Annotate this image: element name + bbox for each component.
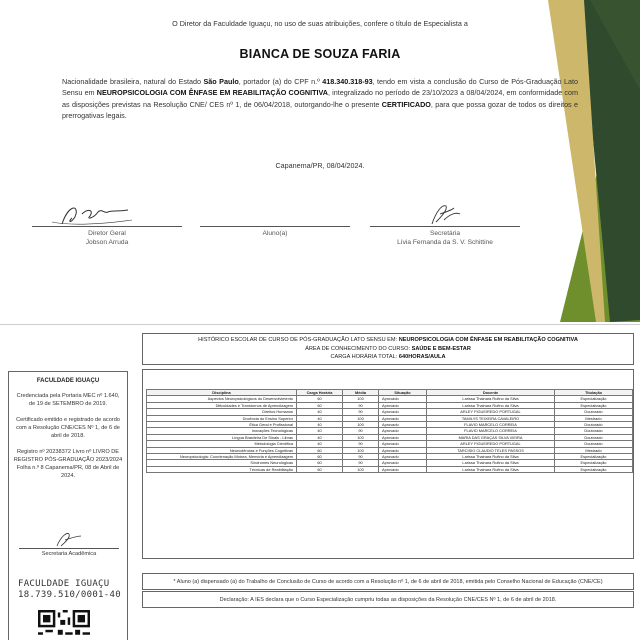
hours-cell: 40 xyxy=(297,422,343,428)
grade-cell: 90 xyxy=(343,428,379,434)
registry-text: Registro nº 20238372 Livro nº LIVRO DE REGISTRO PÓS-GRADUAÇÃO 2023/2024 Folha n.º 8 Capanema/PR, 08 de Abril de 2024. xyxy=(13,449,123,479)
signature-director xyxy=(32,226,182,247)
place-date: Capanema/PR, 08/04/2024. xyxy=(275,161,365,170)
total-hours: 640HORAS/AULA xyxy=(398,354,446,361)
degree-cell: Especialização xyxy=(555,402,633,408)
certificate-word: CERTIFICADO xyxy=(381,99,431,109)
secretary-role: Secretária xyxy=(429,230,461,237)
table-row xyxy=(147,466,633,472)
grade-cell: 90 xyxy=(343,409,379,415)
col-hours: Carga Horária xyxy=(297,390,343,396)
status-cell: Aprovado xyxy=(379,422,427,428)
student-role: Aluno(a) xyxy=(262,230,288,237)
grade-cell: 100 xyxy=(343,447,379,453)
status-cell: Aprovado xyxy=(379,396,427,402)
grade-cell: 90 xyxy=(343,441,379,447)
status-cell: Aprovado xyxy=(379,466,427,472)
academic-signature-image xyxy=(49,530,89,548)
grade-cell: 100 xyxy=(343,434,379,440)
degree-cell: Especialização xyxy=(555,460,633,466)
accreditation-text: Credenciada pela Portaria MEC nº 1.640, de 19 de SETEMBRO de 2019. xyxy=(16,393,120,407)
grade-cell: 100 xyxy=(343,422,379,428)
discipline-cell: Ética Geral e Profissional xyxy=(147,422,297,428)
state-name: São Paulo xyxy=(203,77,239,86)
transcript-header: HISTÓRICO ESCOLAR DE CURSO DE PÓS-GRADUAÇÃO LATO SENSU EM: NEUROPSICOLOGIA COM ÊNFASE EM REABILITAÇÃO COGNITIVA ÁREA DE CONHECIMENTO DO CURSO: SAÚDE E BEM-ESTAR CARGA HORÁRIA TOTAL: 640HORAS/AULA xyxy=(142,333,634,365)
student-name: BIANCA DE SOUZA FARIA xyxy=(239,47,401,61)
teacher-cell: Larissa Thainara Rufino da Silva xyxy=(427,466,555,472)
transcript-table-frame xyxy=(142,369,634,559)
hours-cell: 40 xyxy=(297,434,343,440)
discipline-cell: Síndromes Neurológicas xyxy=(147,460,297,466)
col-discipline: Disciplina xyxy=(147,390,297,396)
teacher-cell: Larissa Thainara Rufino da Silva xyxy=(427,454,555,460)
col-degree: Titulação xyxy=(555,390,633,396)
hours-cell: 40 xyxy=(297,409,343,415)
course-name: NEUROPSICOLOGIA COM ÊNFASE EM REABILITAÇÃO COGNITIVA xyxy=(96,88,328,98)
degree-cell: Doutorado xyxy=(555,441,633,447)
discipline-cell: Docência do Ensino Superior xyxy=(147,415,297,421)
degree-cell: Mestrado xyxy=(555,447,633,453)
cnpj-stamp xyxy=(18,579,128,601)
grade-cell: 90 xyxy=(343,402,379,408)
secretary-name: Lívia Fernanda da S. V. Schittine xyxy=(397,238,493,246)
status-cell: Aprovado xyxy=(379,441,427,447)
status-cell: Aprovado xyxy=(379,447,427,453)
hours-cell: 60 xyxy=(297,466,343,472)
status-cell: Aprovado xyxy=(379,428,427,434)
hours-cell: 40 xyxy=(297,415,343,421)
disciplines-table xyxy=(146,389,633,473)
discipline-cell: Dificuldades e Transtornos de Aprendizagem xyxy=(147,402,297,408)
status-cell: Aprovado xyxy=(379,434,427,440)
degree-cell: Especialização xyxy=(555,396,633,402)
signature-student xyxy=(200,226,350,239)
discipline-cell: Neurociências e Funções Cognitivas xyxy=(147,447,297,453)
discipline-cell: Inovações Tecnológicas xyxy=(147,428,297,434)
teacher-cell: Larissa Thainara Rufino da Silva xyxy=(427,402,555,408)
registration-basis-text: Certificado emitido e registrado de acordo com a Resolução CNE/CES Nº 1, de 6 de abril de 2018. xyxy=(16,417,120,439)
degree-cell: Doutorado xyxy=(555,428,633,434)
hours-cell: 60 xyxy=(297,447,343,453)
institution-title: FACULDADE IGUAÇU xyxy=(36,378,100,384)
teacher-cell: TARCISIO CLAUDIO TELES PASSOS xyxy=(427,447,555,453)
hours-cell: 60 xyxy=(297,460,343,466)
col-teacher: Docente xyxy=(427,390,555,396)
cpf-number: 418.340.318-93 xyxy=(322,77,373,86)
teacher-cell: Larissa Thainara Rufino da Silva xyxy=(427,396,555,402)
qr-code-icon xyxy=(38,610,90,640)
stamp-cnpj: 18.739.510/0001-40 xyxy=(18,590,121,600)
tcc-exemption-note: * Aluno (a) dispensado (a) do Trabalho de Conclusão de Curso de acordo com a Resolução nº 1, de 6 de abril de 2018, emitida pelo Conselho Nacional de Educação (CNE/CE) xyxy=(142,573,634,590)
discipline-cell: Aspectos Neuropsicológicos do Desenvolvimento xyxy=(147,396,297,402)
declaration-text: Declaração: A IES declara que o Curso Especialização cumpriu todas as disposições da Resolução CNE/CES Nº 1, de 6 de abril de 2018. xyxy=(142,591,634,608)
secretary-signature-image xyxy=(370,200,520,230)
discipline-cell: Metodologia Científica xyxy=(147,441,297,447)
degree-cell: Doutorado xyxy=(555,434,633,440)
teacher-cell: ARLEY FIGUEIREDO PORTUGAL xyxy=(427,441,555,447)
hours-cell: 60 xyxy=(297,454,343,460)
degree-cell: Doutorado xyxy=(555,422,633,428)
degree-cell: Mestrado xyxy=(555,415,633,421)
teacher-cell: ARLEY FIGUEIREDO PORTUGAL xyxy=(427,409,555,415)
col-grade: Média xyxy=(343,390,379,396)
discipline-cell: Técnicas de Reabilitação xyxy=(147,466,297,472)
director-signature-image xyxy=(32,200,142,230)
status-cell: Aprovado xyxy=(379,402,427,408)
academic-secretary-signature xyxy=(19,548,119,557)
grade-cell: 100 xyxy=(343,415,379,421)
grade-cell: 100 xyxy=(343,396,379,402)
stamp-institution: FACULDADE IGUAÇU xyxy=(18,579,110,589)
certificate-back xyxy=(0,324,640,640)
teacher-cell: TAMILYS TEIXEIRA CAVALEIRO xyxy=(427,415,555,421)
hours-cell: 60 xyxy=(297,402,343,408)
status-cell: Aprovado xyxy=(379,460,427,466)
knowledge-area: SAÚDE E BEM-ESTAR xyxy=(411,345,471,352)
director-name: Jobson Arruda xyxy=(85,238,129,246)
status-cell: Aprovado xyxy=(379,409,427,415)
discipline-cell: Neuropsicologia: Coordenação Motora, Memória e Aprendizagem xyxy=(147,454,297,460)
academic-secretary-label: Secretaria Acadêmica xyxy=(41,551,97,557)
teacher-cell: MARIA DAS GRAÇAS SILVA VIEIRA xyxy=(427,434,555,440)
teacher-cell: Larissa Thainara Rufino da Silva xyxy=(427,460,555,466)
grade-cell: 90 xyxy=(343,460,379,466)
intro-text: O Diretor da Faculdade Iguaçu, no uso de suas atribuições, confere o título de Especialista a xyxy=(172,19,468,28)
hours-cell: 40 xyxy=(297,428,343,434)
discipline-cell: Língua Brasileira De Sinais - Libras xyxy=(147,434,297,440)
hours-cell: 60 xyxy=(297,396,343,402)
grade-cell: 100 xyxy=(343,466,379,472)
hours-cell: 40 xyxy=(297,441,343,447)
degree-cell: Especialização xyxy=(555,466,633,472)
degree-cell: Especialização xyxy=(555,454,633,460)
status-cell: Aprovado xyxy=(379,415,427,421)
col-status: Situação xyxy=(379,390,427,396)
teacher-cell: FLAVIO MARCELO CORREIA xyxy=(427,428,555,434)
grade-cell: 90 xyxy=(343,454,379,460)
certificate-body: Nacionalidade brasileira, natural do Estado São Paulo, portador (a) do CPF n.º 418.340.318-93, tendo em vista a conclusão do Curso de Pós-Graduação Lato Sensu em NEUROPSICOLOGIA COM ÊNFASE EM REABILITAÇÃO COGNITIVA, integralizado no período de 23/10/2023 a 08/04/2024, em conformidade com as disposições previstas na Resolução CNE/ CES nº 1, de 06/04/2018, outorgando-lhe o presente CERTIFICADO, para que possa gozar de todos os direitos e prerrogativas legais. xyxy=(62,77,579,121)
transcript-area xyxy=(142,333,634,640)
discipline-cell: Direitos Humanos xyxy=(147,409,297,415)
status-cell: Aprovado xyxy=(379,454,427,460)
teacher-cell: FLAVIO MARCELO CORREIA xyxy=(427,422,555,428)
transcript-course: NEUROPSICOLOGIA COM ÊNFASE EM REABILITAÇÃO COGNITIVA xyxy=(398,337,578,343)
degree-cell: Doutorado xyxy=(555,409,633,415)
signature-secretary xyxy=(370,226,520,247)
director-role: Diretor Geral xyxy=(88,230,126,237)
